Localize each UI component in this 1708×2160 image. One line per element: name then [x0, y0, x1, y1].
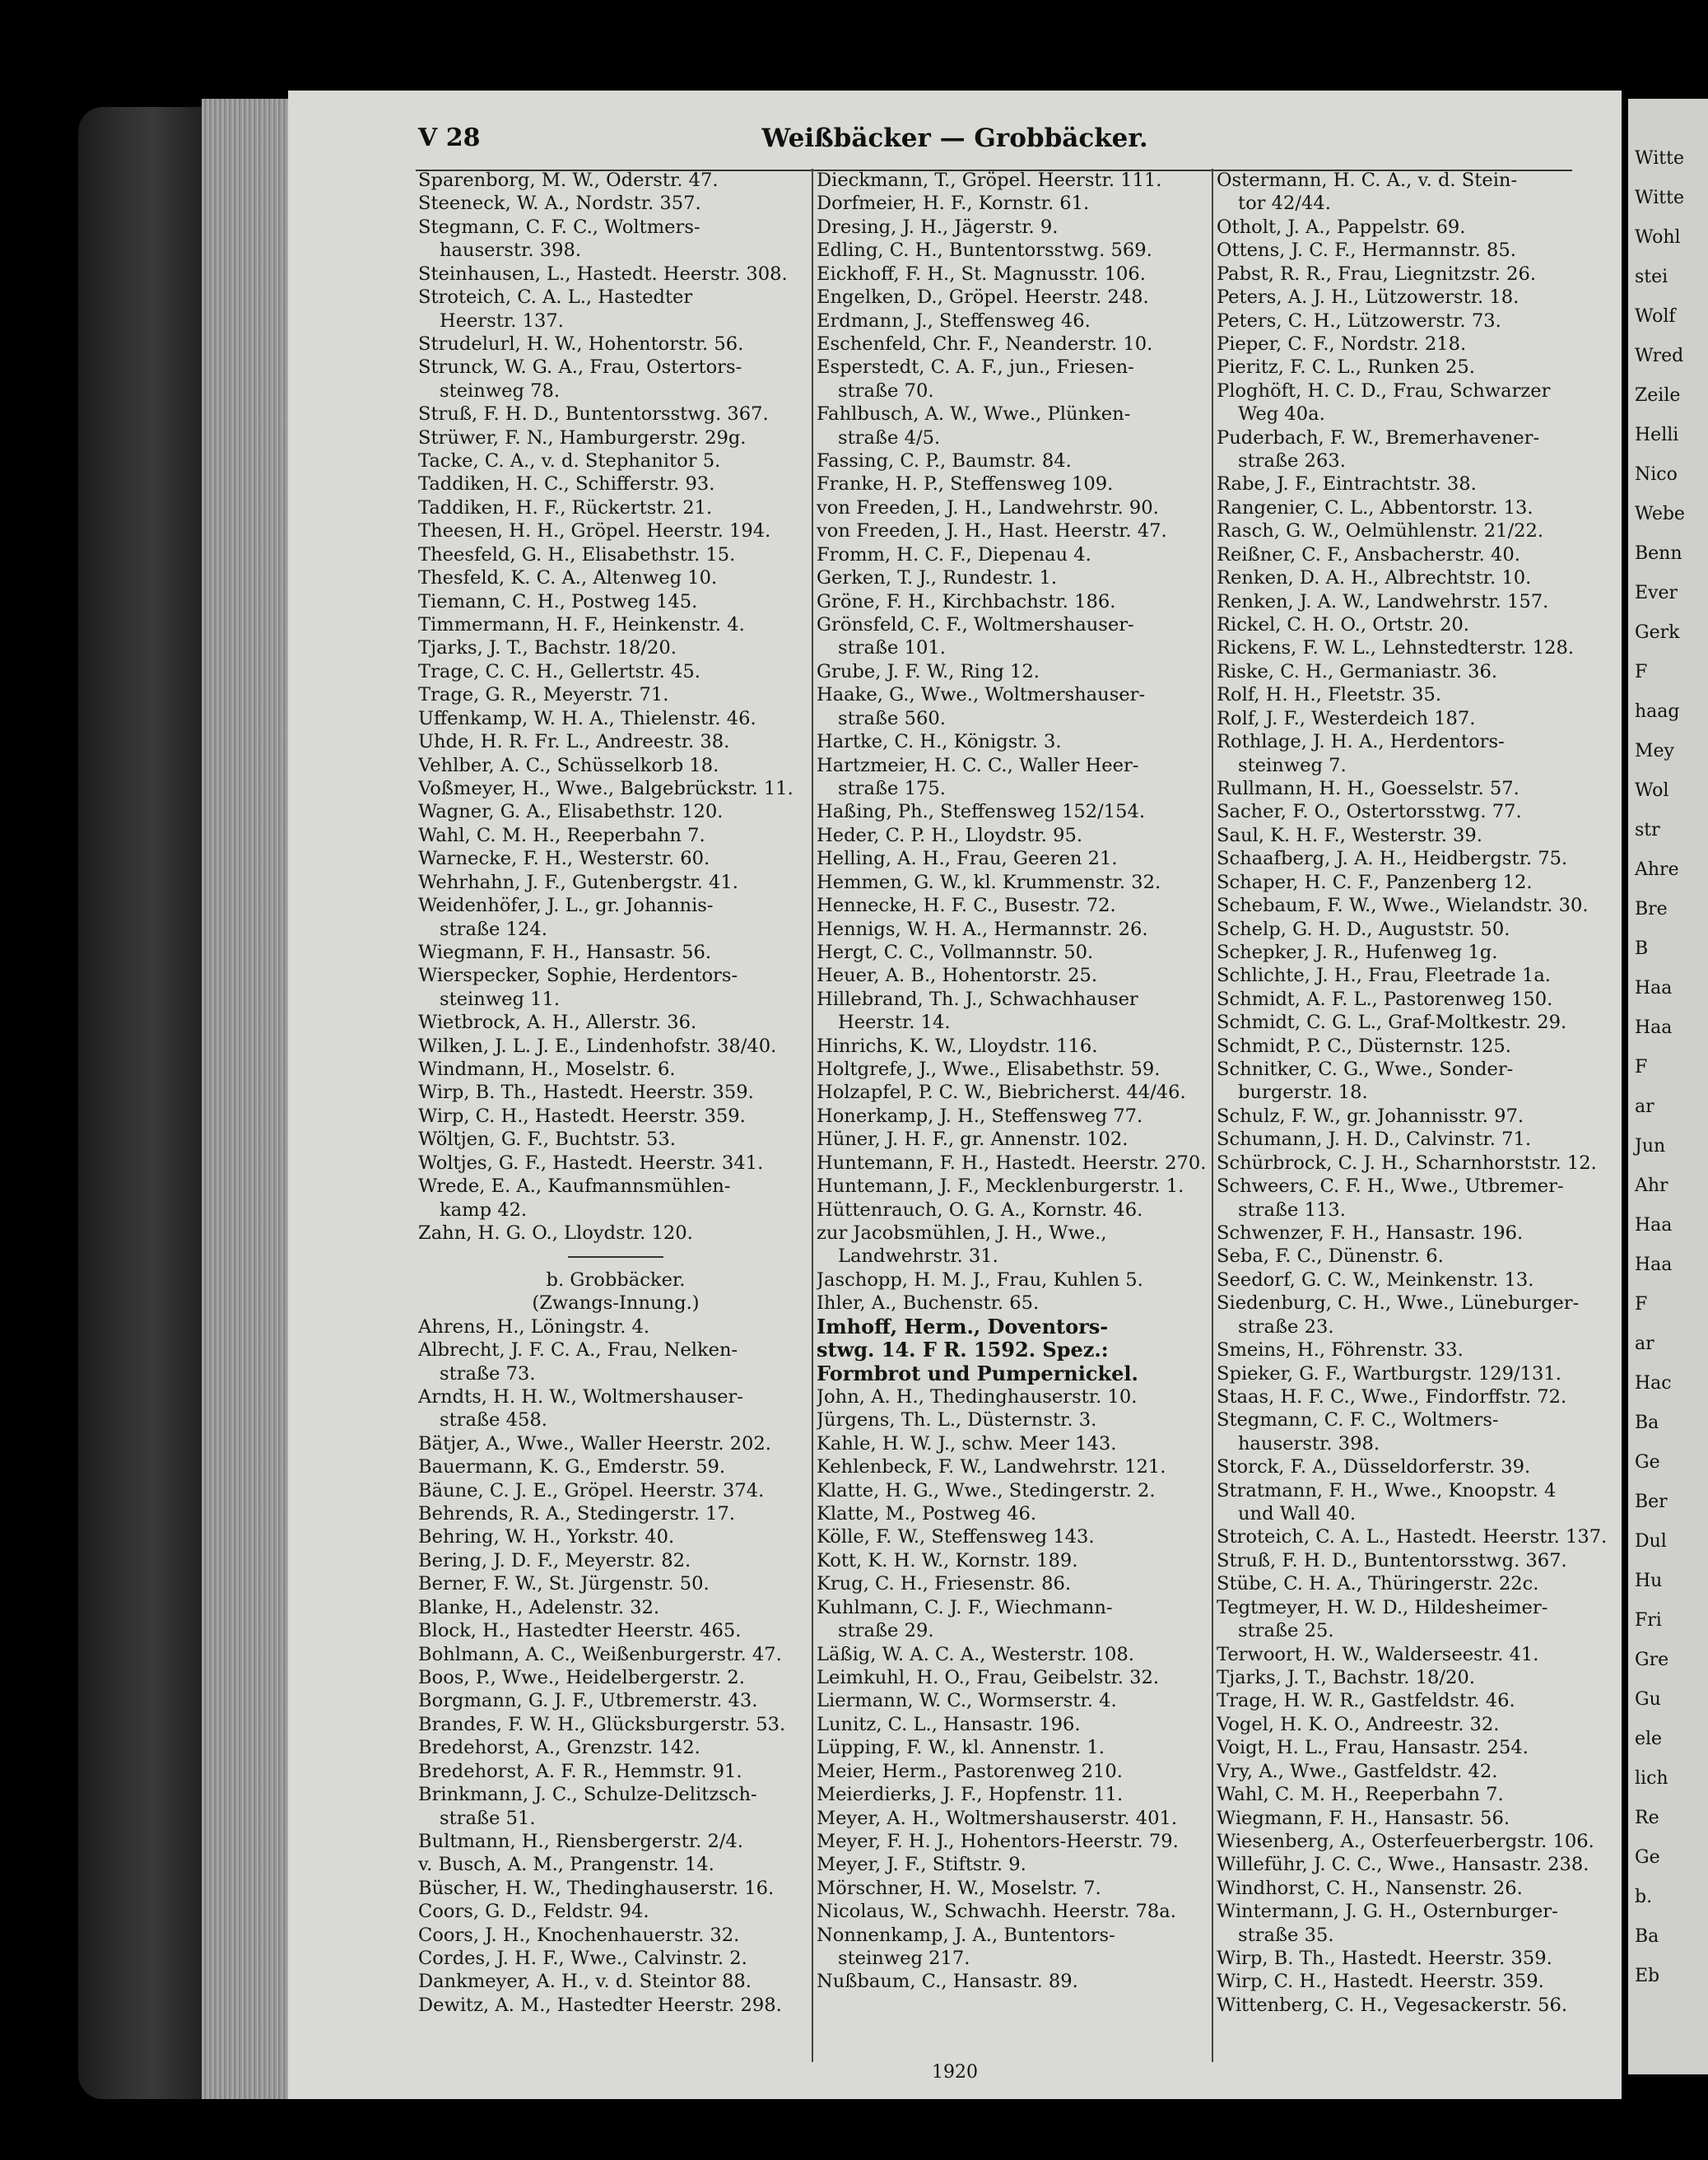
- directory-entry: Hinrichs, K. W., Lloydstr. 116.: [817, 1035, 1098, 1057]
- adjacent-page-text: F: [1635, 1057, 1648, 1078]
- directory-entry: Strudelurl, H. W., Hohentorstr. 56.: [418, 333, 744, 355]
- directory-entry: von Freeden, J. H., Landwehrstr. 90.: [817, 496, 1159, 519]
- directory-entry: Gröne, F. H., Kirchbachstr. 186.: [817, 590, 1116, 612]
- directory-entry: Bäune, C. J. E., Gröpel. Heerstr. 374.: [418, 1479, 765, 1501]
- directory-entry: Erdmann, J., Steffensweg 46.: [817, 310, 1091, 332]
- directory-entry: Brandes, F. W. H., Glücksburgerstr. 53.: [418, 1713, 786, 1735]
- directory-entry: Wehrhahn, J. F., Gutenbergstr. 41.: [418, 871, 738, 893]
- directory-entry: Otholt, J. A., Pappelstr. 69.: [1217, 216, 1466, 238]
- directory-entry: Steinhausen, L., Hastedt. Heerstr. 308.: [418, 263, 788, 285]
- directory-entry: Block, H., Hastedter Heerstr. 465.: [418, 1620, 742, 1642]
- directory-entry: Riske, C. H., Germaniastr. 36.: [1217, 660, 1498, 682]
- directory-entry: Behring, W. H., Yorkstr. 40.: [418, 1526, 675, 1548]
- directory-entry: (Zwangs-Innung.): [532, 1292, 700, 1315]
- directory-entry: straße 458.: [440, 1409, 547, 1431]
- adjacent-page-text: Witte: [1635, 188, 1684, 208]
- directory-entry: straße 25.: [1238, 1620, 1334, 1642]
- directory-entry: Dieckmann, T., Gröpel. Heerstr. 111.: [817, 170, 1162, 191]
- directory-entry: Uffenkamp, W. H. A., Thielenstr. 46.: [418, 707, 756, 729]
- directory-entry: Bultmann, H., Riensbergerstr. 2/4.: [418, 1830, 743, 1852]
- directory-entry: Rolf, H. H., Fleetstr. 35.: [1217, 684, 1442, 706]
- adjacent-page-text: Webe: [1635, 504, 1685, 524]
- directory-entry: Wiesenberg, A., Osterfeuerbergstr. 106.: [1217, 1830, 1594, 1852]
- directory-entry: Honerkamp, J. H., Steffensweg 77.: [817, 1105, 1143, 1127]
- directory-entry: Arndts, H. H. W., Woltmershauser-: [418, 1385, 743, 1408]
- directory-entry: Hennecke, H. F. C., Busestr. 72.: [817, 895, 1116, 917]
- adjacent-page-text: F: [1635, 1294, 1648, 1315]
- directory-entry: Kuhlmann, C. J. F., Wiechmann-: [817, 1596, 1113, 1618]
- adjacent-page-text: Haa: [1635, 1017, 1673, 1038]
- directory-entry: Schürbrock, C. J. H., Scharnhorststr. 12.: [1217, 1152, 1597, 1174]
- column-3: [1217, 169, 1612, 2017]
- directory-entry: Taddiken, H. F., Rückertstr. 21.: [418, 496, 713, 519]
- page-number: V 28: [418, 123, 481, 152]
- directory-entry: straße 35.: [1238, 1924, 1334, 1946]
- directory-entry: Bätjer, A., Wwe., Waller Heerstr. 202.: [418, 1432, 771, 1455]
- directory-entry: Helling, A. H., Frau, Geeren 21.: [817, 848, 1118, 870]
- directory-entry: Trage, G. R., Meyerstr. 71.: [418, 684, 669, 706]
- directory-entry: Formbrot und Pumpernickel.: [817, 1362, 1138, 1385]
- directory-entry: Boos, P., Wwe., Heidelbergerstr. 2.: [418, 1666, 745, 1688]
- directory-entry: Dewitz, A. M., Hastedter Heerstr. 298.: [418, 1994, 782, 2016]
- directory-entry: Rickens, F. W. L., Lehnstedterstr. 128.: [1217, 637, 1575, 659]
- directory-entry: Schebaum, F. W., Wwe., Wielandstr. 30.: [1217, 895, 1589, 917]
- directory-entry: Bauermann, K. G., Emderstr. 59.: [418, 1456, 726, 1478]
- directory-entry: Theesen, H. H., Gröpel. Heerstr. 194.: [418, 520, 771, 542]
- adjacent-page-text: Witte: [1635, 148, 1684, 169]
- directory-entry: hauserstr. 398.: [440, 240, 582, 262]
- directory-entry: Haake, G., Wwe., Woltmershauser-: [817, 684, 1146, 706]
- directory-entry: Imhoff, Herm., Doventors-: [817, 1315, 1109, 1338]
- directory-entry: Landwehrstr. 31.: [838, 1245, 998, 1268]
- directory-entry: Hüttenrauch, O. G. A., Kornstr. 46.: [817, 1199, 1143, 1221]
- adjacent-page-text: Hac: [1635, 1373, 1672, 1394]
- directory-entry: zur Jacobsmühlen, J. H., Wwe.,: [817, 1222, 1107, 1244]
- directory-entry: Sacher, F. O., Ostertorsstwg. 77.: [1217, 801, 1522, 823]
- directory-entry: Eschenfeld, Chr. F., Neanderstr. 10.: [817, 333, 1153, 355]
- directory-entry: Voigt, H. L., Frau, Hansastr. 254.: [1217, 1737, 1529, 1759]
- directory-entry: Nonnenkamp, J. A., Buntentors-: [817, 1924, 1115, 1946]
- directory-entry: Eickhoff, F. H., St. Magnusstr. 106.: [817, 263, 1146, 285]
- directory-entry: Renken, D. A. H., Albrechtstr. 10.: [1217, 567, 1532, 589]
- directory-entry: Ahrens, H., Löningstr. 4.: [418, 1315, 650, 1338]
- directory-entry: Hillebrand, Th. J., Schwachhauser: [817, 988, 1138, 1010]
- directory-entry: Vry, A., Wwe., Gastfeldstr. 42.: [1217, 1760, 1498, 1782]
- directory-entry: Wintermann, J. G. H., Osternburger-: [1217, 1901, 1558, 1923]
- directory-entry: Kölle, F. W., Steffensweg 143.: [817, 1526, 1095, 1548]
- adjacent-page-text: Helli: [1635, 425, 1679, 445]
- directory-entry: Schaper, H. C. F., Panzenberg 12.: [1217, 871, 1533, 893]
- adjacent-page-text: Eb: [1635, 1966, 1660, 1986]
- directory-entry: Stegmann, C. F. C., Woltmers-: [1217, 1409, 1499, 1431]
- directory-entry: Cordes, J. H. F., Wwe., Calvinstr. 2.: [418, 1948, 747, 1970]
- directory-entry: tor 42/44.: [1238, 193, 1331, 215]
- directory-entry: Kahle, H. W. J., schw. Meer 143.: [817, 1432, 1117, 1455]
- directory-entry: Krug, C. H., Friesenstr. 86.: [817, 1573, 1072, 1595]
- directory-entry: Stegmann, C. F. C., Woltmers-: [418, 216, 700, 238]
- directory-entry: Wirp, B. Th., Hastedt. Heerstr. 359.: [1217, 1948, 1552, 1970]
- directory-entry: Dankmeyer, A. H., v. d. Steintor 88.: [418, 1971, 752, 1993]
- directory-entry: b. Grobbäcker.: [546, 1269, 686, 1291]
- directory-entry: Steeneck, W. A., Nordstr. 357.: [418, 193, 701, 215]
- directory-entry: Huntemann, J. F., Mecklenburgerstr. 1.: [817, 1175, 1184, 1198]
- directory-entry: Klatte, H. G., Wwe., Stedingerstr. 2.: [817, 1479, 1156, 1501]
- directory-entry: Rullmann, H. H., Goesselstr. 57.: [1217, 777, 1520, 799]
- directory-entry: Wiegmann, F. H., Hansastr. 56.: [418, 941, 712, 963]
- directory-entry: Holtgrefe, J., Wwe., Elisabethstr. 59.: [817, 1059, 1161, 1081]
- directory-entry: Kott, K. H. W., Kornstr. 189.: [817, 1549, 1078, 1571]
- directory-entry: Wilken, J. L. J. E., Lindenhofstr. 38/40.: [418, 1035, 777, 1057]
- directory-entry: straße 101.: [838, 637, 946, 659]
- directory-entry: von Freeden, J. H., Hast. Heerstr. 47.: [817, 520, 1167, 542]
- adjacent-page-text: ele: [1635, 1729, 1663, 1749]
- directory-entry: Wirp, B. Th., Hastedt. Heerstr. 359.: [418, 1082, 754, 1104]
- directory-entry: Coors, G. D., Feldstr. 94.: [418, 1901, 649, 1923]
- directory-entry: Hartzmeier, H. C. C., Waller Heer-: [817, 754, 1139, 776]
- directory-entry: Seedorf, G. C. W., Meinkenstr. 13.: [1217, 1269, 1534, 1291]
- directory-entry: Stroteich, C. A. L., Hastedt. Heerstr. 137.: [1217, 1526, 1608, 1548]
- directory-entry: Bredehorst, A., Grenzstr. 142.: [418, 1737, 700, 1759]
- directory-entry: Jaschopp, H. M. J., Frau, Kuhlen 5.: [817, 1269, 1143, 1291]
- directory-entry: Pabst, R. R., Frau, Liegnitzstr. 26.: [1217, 263, 1537, 285]
- directory-entry: v. Busch, A. M., Prangenstr. 14.: [418, 1854, 714, 1876]
- adjacent-page-text: Benn: [1635, 543, 1682, 564]
- directory-entry: Ihler, A., Buchenstr. 65.: [817, 1292, 1040, 1315]
- directory-entry: Puderbach, F. W., Bremerhavener-: [1217, 426, 1540, 449]
- directory-entry: Lüpping, F. W., kl. Annenstr. 1.: [817, 1737, 1105, 1759]
- adjacent-page-text: Gu: [1635, 1689, 1661, 1710]
- adjacent-page-text: Wohl: [1635, 227, 1681, 248]
- directory-entry: Pieritz, F. C. L., Runken 25.: [1217, 356, 1475, 379]
- directory-entry: straße 560.: [838, 707, 946, 729]
- directory-entry: Wiegmann, F. H., Hansastr. 56.: [1217, 1807, 1510, 1829]
- adjacent-page-text: Wol: [1635, 780, 1669, 801]
- directory-entry: Meyer, J. F., Stiftstr. 9.: [817, 1854, 1026, 1876]
- directory-entry: Leimkuhl, H. O., Frau, Geibelstr. 32.: [817, 1667, 1160, 1688]
- directory-entry: Taddiken, H. C., Schifferstr. 93.: [418, 473, 715, 496]
- directory-entry: Lunitz, C. L., Hansastr. 196.: [817, 1713, 1081, 1735]
- directory-entry: Heerstr. 137.: [440, 310, 564, 332]
- directory-entry: straße 113.: [1238, 1199, 1346, 1221]
- directory-entry: Bohlmann, A. C., Weißenburgerstr. 47.: [418, 1643, 782, 1665]
- adjacent-page-text: Re: [1635, 1808, 1659, 1828]
- directory-entry: Tacke, C. A., v. d. Stephanitor 5.: [418, 450, 721, 472]
- adjacent-page-text: Haa: [1635, 978, 1673, 999]
- directory-entry: Warnecke, F. H., Westerstr. 60.: [418, 848, 710, 870]
- directory-entry: Kehlenbeck, F. W., Landwehrstr. 121.: [817, 1456, 1166, 1478]
- directory-entry: Spieker, G. F., Wartburgstr. 129/131.: [1217, 1362, 1561, 1385]
- adjacent-page-text: Mey: [1635, 741, 1674, 761]
- directory-entry: Peters, C. H., Lützowerstr. 73.: [1217, 310, 1501, 332]
- adjacent-page-text: Jun: [1635, 1136, 1666, 1157]
- directory-entry: steinweg 78.: [440, 379, 561, 402]
- directory-entry: Wirp, C. H., Hastedt. Heerstr. 359.: [418, 1105, 746, 1127]
- directory-entry: Nicolaus, W., Schwachh. Heerstr. 78a.: [817, 1901, 1176, 1923]
- directory-entry: Siedenburg, C. H., Wwe., Lüneburger-: [1217, 1292, 1580, 1315]
- adjacent-page-text: Wred: [1635, 346, 1684, 366]
- adjacent-page-text: ar: [1635, 1096, 1654, 1117]
- directory-entry: straße 124.: [440, 918, 547, 940]
- directory-entry: straße 23.: [1238, 1315, 1334, 1338]
- directory-entry: Hüner, J. H. F., gr. Annenstr. 102.: [817, 1129, 1129, 1151]
- directory-entry: steinweg 217.: [838, 1948, 970, 1970]
- directory-entry: Wittenberg, C. H., Vegesackerstr. 56.: [1217, 1994, 1568, 2016]
- directory-entry: steinweg 11.: [440, 988, 561, 1010]
- directory-entry: Uhde, H. R. Fr. L., Andreestr. 38.: [418, 731, 730, 753]
- adjacent-page-text: Hu: [1635, 1571, 1663, 1591]
- adjacent-page-text: Ahre: [1635, 859, 1679, 880]
- directory-entry: Läßig, W. A. C. A., Westerstr. 108.: [817, 1643, 1134, 1665]
- adjacent-page-text: Gerk: [1635, 622, 1680, 643]
- directory-entry: Heerstr. 14.: [838, 1012, 951, 1034]
- directory-entry: Vehlber, A. C., Schüsselkorb 18.: [418, 754, 719, 776]
- directory-entry: Wahl, C. M. H., Reeperbahn 7.: [1217, 1784, 1504, 1806]
- adjacent-page-text: Ever: [1635, 583, 1678, 603]
- directory-page: [288, 91, 1622, 2099]
- directory-entry: kamp 42.: [440, 1199, 528, 1221]
- directory-entry: Wierspecker, Sophie, Herdentors-: [418, 965, 738, 987]
- directory-entry: Wirp, C. H., Hastedt. Heerstr. 359.: [1217, 1971, 1544, 1993]
- directory-entry: Terwoort, H. W., Walderseestr. 41.: [1217, 1643, 1539, 1665]
- adjacent-page-text: str: [1635, 820, 1660, 840]
- directory-entry: straße 175.: [838, 777, 946, 799]
- directory-entry: straße 29.: [838, 1620, 934, 1642]
- adjacent-page-text: haag: [1635, 701, 1680, 722]
- adjacent-page-text: Fri: [1635, 1610, 1662, 1631]
- section-separator: [418, 1245, 813, 1268]
- adjacent-page-text: Bre: [1635, 899, 1668, 919]
- directory-entry: Wöltjen, G. F., Buchtstr. 53.: [418, 1129, 676, 1151]
- page-edges: [202, 99, 288, 2099]
- directory-entry: Tjarks, J. T., Bachstr. 18/20.: [418, 637, 677, 659]
- directory-entry: Vogel, H. K. O., Andreestr. 32.: [1217, 1713, 1500, 1735]
- directory-entry: Ostermann, H. C. A., v. d. Stein-: [1217, 170, 1518, 191]
- adjacent-page-text: Wolf: [1635, 306, 1676, 327]
- directory-entry: Bering, J. D. F., Meyerstr. 82.: [418, 1549, 691, 1571]
- directory-entry: Fahlbusch, A. W., Wwe., Plünken-: [817, 403, 1131, 426]
- directory-entry: Engelken, D., Gröpel. Heerstr. 248.: [817, 286, 1149, 309]
- adjacent-page-text: b.: [1635, 1887, 1653, 1907]
- directory-entry: straße 4/5.: [838, 426, 941, 449]
- directory-entry: und Wall 40.: [1238, 1503, 1357, 1525]
- directory-entry: John, A. H., Thedinghauserstr. 10.: [817, 1385, 1138, 1408]
- directory-entry: Theesfeld, G. H., Elisabethstr. 15.: [418, 543, 736, 566]
- directory-entry: Trage, H. W. R., Gastfeldstr. 46.: [1217, 1690, 1515, 1712]
- directory-entry: Grönsfeld, C. F., Woltmershauser-: [817, 614, 1134, 636]
- directory-entry: Meyer, A. H., Woltmershauserstr. 401.: [817, 1807, 1178, 1829]
- directory-entry: Mörschner, H. W., Moselstr. 7.: [817, 1877, 1101, 1899]
- directory-entry: Schumann, J. H. D., Calvinstr. 71.: [1217, 1129, 1531, 1151]
- directory-entry: Heder, C. P. H., Lloydstr. 95.: [817, 824, 1083, 846]
- running-head: Weißbäcker — Grobbäcker.: [761, 123, 1148, 153]
- directory-entry: Wietbrock, A. H., Allerstr. 36.: [418, 1012, 697, 1034]
- adjacent-page-text: Ba: [1635, 1413, 1659, 1433]
- directory-entry: Meier, Herm., Pastorenweg 210.: [817, 1760, 1123, 1782]
- directory-entry: Ploghöft, H. C. D., Frau, Schwarzer: [1217, 379, 1551, 402]
- directory-entry: Schwenzer, F. H., Hansastr. 196.: [1217, 1222, 1524, 1244]
- directory-entry: Jürgens, Th. L., Düsternstr. 3.: [817, 1409, 1097, 1431]
- adjacent-page-text: lich: [1635, 1768, 1668, 1789]
- directory-entry: Seba, F. C., Dünenstr. 6.: [1217, 1245, 1444, 1268]
- adjacent-page-text: Ge: [1635, 1847, 1660, 1868]
- directory-entry: Strüwer, F. N., Hamburgerstr. 29g.: [418, 426, 747, 449]
- directory-entry: Schaafberg, J. A. H., Heidbergstr. 75.: [1217, 848, 1568, 870]
- adjacent-page-text: Nico: [1635, 464, 1678, 485]
- directory-entry: Borgmann, G. J. F., Utbremerstr. 43.: [418, 1690, 758, 1712]
- directory-entry: Dorfmeier, H. F., Kornstr. 61.: [817, 193, 1090, 215]
- directory-entry: Schulz, F. W., gr. Johannisstr. 97.: [1217, 1105, 1524, 1127]
- adjacent-page-text: Haa: [1635, 1255, 1673, 1275]
- page-header: [288, 115, 1622, 165]
- directory-entry: Nußbaum, C., Hansastr. 89.: [817, 1971, 1078, 1993]
- directory-entry: Stratmann, F. H., Wwe., Knoopstr. 4: [1217, 1479, 1557, 1501]
- adjacent-page-text: stei: [1635, 267, 1668, 287]
- directory-entry: Grube, J. F. W., Ring 12.: [817, 660, 1040, 682]
- directory-entry: Reißner, C. F., Ansbacherstr. 40.: [1217, 543, 1520, 566]
- directory-entry: Meyer, F. H. J., Hohentors-Heerstr. 79.: [817, 1830, 1179, 1852]
- directory-entry: Huntemann, F. H., Hastedt. Heerstr. 270.: [817, 1152, 1207, 1174]
- directory-entry: Fassing, C. P., Baumstr. 84.: [817, 450, 1072, 472]
- directory-entry: Zahn, H. G. O., Lloydstr. 120.: [418, 1222, 693, 1244]
- directory-entry: Hemmen, G. W., kl. Krummenstr. 32.: [817, 871, 1161, 893]
- directory-entry: Tiemann, C. H., Postweg 145.: [418, 590, 698, 612]
- directory-entry: Stübe, C. H. A., Thüringerstr. 22c.: [1217, 1573, 1539, 1595]
- directory-entry: Smeins, H., Föhrenstr. 33.: [1217, 1339, 1464, 1362]
- directory-entry: Büscher, H. W., Thedinghauserstr. 16.: [418, 1877, 775, 1899]
- directory-entry: Schlichte, J. H., Frau, Fleetrade 1a.: [1217, 965, 1551, 987]
- column-1: [418, 169, 813, 2017]
- directory-entry: Klatte, M., Postweg 46.: [817, 1503, 1036, 1525]
- directory-entry: Blanke, H., Adelenstr. 32.: [418, 1596, 660, 1618]
- adjacent-page-text: Ge: [1635, 1452, 1660, 1473]
- directory-entry: Struß, F. H. D., Buntentorsstwg. 367.: [418, 403, 769, 426]
- directory-entry: steinweg 7.: [1238, 754, 1347, 776]
- directory-entry: Rickel, C. H. O., Ortstr. 20.: [1217, 614, 1469, 636]
- adjacent-page-text: Gre: [1635, 1650, 1669, 1670]
- directory-entry: Weg 40a.: [1238, 403, 1325, 426]
- directory-entry: Fromm, H. C. F., Diepenau 4.: [817, 543, 1091, 566]
- directory-entry: Schepker, J. R., Hufenweg 1g.: [1217, 941, 1498, 963]
- directory-entry: Meierdierks, J. F., Hopfenstr. 11.: [817, 1784, 1124, 1806]
- directory-entry: Schnitker, C. G., Wwe., Sonder-: [1217, 1059, 1514, 1081]
- directory-entry: Hennigs, W. H. A., Hermannstr. 26.: [817, 918, 1148, 940]
- directory-entry: Voßmeyer, H., Wwe., Balgebrückstr. 11.: [418, 777, 793, 799]
- directory-entry: Liermann, W. C., Wormserstr. 4.: [817, 1690, 1117, 1712]
- directory-entry: Berner, F. W., St. Jürgenstr. 50.: [418, 1573, 710, 1595]
- directory-entry: Tegtmeyer, H. W. D., Hildesheimer-: [1217, 1596, 1548, 1618]
- directory-entry: Hartke, C. H., Königstr. 3.: [817, 731, 1062, 753]
- directory-entry: straße 263.: [1238, 450, 1346, 472]
- directory-entry: Pieper, C. F., Nordstr. 218.: [1217, 333, 1467, 355]
- adjacent-page-text: Ba: [1635, 1926, 1659, 1947]
- directory-entry: Renken, J. A. W., Landwehrstr. 157.: [1217, 590, 1549, 612]
- directory-entry: straße 73.: [440, 1362, 536, 1385]
- directory-entry: Coors, J. H., Knochenhauerstr. 32.: [418, 1924, 740, 1946]
- directory-entry: Edling, C. H., Buntentorsstwg. 569.: [817, 240, 1152, 262]
- adjacent-page-text: Dul: [1635, 1531, 1667, 1552]
- directory-entry: Windhorst, C. H., Nansenstr. 26.: [1217, 1877, 1523, 1899]
- directory-entry: Schmidt, C. G. L., Graf-Moltkestr. 29.: [1217, 1012, 1567, 1034]
- directory-entry: Wahl, C. M. H., Reeperbahn 7.: [418, 824, 705, 846]
- directory-entry: Schelp, G. H. D., Auguststr. 50.: [1217, 918, 1510, 940]
- directory-entry: Schmidt, A. F. L., Pastorenweg 150.: [1217, 988, 1553, 1010]
- directory-entry: Tjarks, J. T., Bachstr. 18/20.: [1217, 1667, 1475, 1688]
- directory-entry: hauserstr. 398.: [1238, 1432, 1380, 1455]
- adjacent-page-text: B: [1635, 938, 1649, 959]
- directory-entry: Albrecht, J. F. C. A., Frau, Nelken-: [418, 1339, 738, 1362]
- directory-entry: Gerken, T. J., Rundestr. 1.: [817, 567, 1058, 589]
- directory-entry: Thesfeld, K. C. A., Altenweg 10.: [418, 567, 718, 589]
- directory-entry: Rothlage, J. H. A., Herdentors-: [1217, 731, 1505, 753]
- page-footer-year: 1920: [932, 2062, 978, 2083]
- directory-entry: Rangenier, C. L., Abbentorstr. 13.: [1217, 496, 1533, 519]
- directory-entry: Sparenborg, M. W., Oderstr. 47.: [418, 170, 719, 191]
- directory-entry: Franke, H. P., Steffensweg 109.: [817, 473, 1114, 496]
- directory-entry: straße 51.: [440, 1807, 536, 1829]
- directory-entry: Windmann, H., Moselstr. 6.: [418, 1059, 676, 1081]
- directory-entry: Dresing, J. H., Jägerstr. 9.: [817, 216, 1059, 238]
- directory-entry: Holzapfel, P. C. W., Biebricherst. 44/46.: [817, 1082, 1186, 1104]
- adjacent-page-text: ar: [1635, 1334, 1654, 1354]
- book-spine: [78, 107, 202, 2099]
- adjacent-page-text: Ber: [1635, 1492, 1668, 1512]
- adjacent-page-text: F: [1635, 662, 1648, 682]
- directory-entry: Saul, K. H. F., Westerstr. 39.: [1217, 824, 1482, 846]
- directory-entry: Schweers, C. F. H., Wwe., Utbremer-: [1217, 1175, 1564, 1198]
- directory-entry: Peters, A. J. H., Lützowerstr. 18.: [1217, 286, 1520, 309]
- directory-entry: Timmermann, H. F., Heinkenstr. 4.: [418, 614, 745, 636]
- directory-entry: Haßing, Ph., Steffensweg 152/154.: [817, 801, 1146, 823]
- directory-entry: Willeführ, J. C. C., Wwe., Hansastr. 238.: [1217, 1854, 1589, 1876]
- directory-entry: Trage, C. C. H., Gellertstr. 45.: [418, 660, 700, 682]
- column-divider: [1212, 169, 1213, 2062]
- directory-entry: Staas, H. F. C., Wwe., Findorffstr. 72.: [1217, 1385, 1567, 1408]
- directory-entry: Ottens, J. C. F., Hermannstr. 85.: [1217, 240, 1516, 262]
- directory-entry: Hergt, C. C., Vollmannstr. 50.: [817, 941, 1094, 963]
- directory-entry: Esperstedt, C. A. F., jun., Friesen-: [817, 356, 1134, 379]
- directory-entry: Heuer, A. B., Hohentorstr. 25.: [817, 965, 1098, 987]
- directory-entry: Struß, F. H. D., Buntentorsstwg. 367.: [1217, 1549, 1567, 1571]
- directory-entry: Strunck, W. G. A., Frau, Ostertors-: [418, 356, 742, 379]
- directory-entry: Weidenhöfer, J. L., gr. Johannis-: [418, 895, 714, 917]
- directory-entry: Bredehorst, A. F. R., Hemmstr. 91.: [418, 1760, 742, 1782]
- directory-entry: Wagner, G. A., Elisabethstr. 120.: [418, 801, 724, 823]
- adjacent-page-text: Zeile: [1635, 385, 1681, 406]
- directory-entry: Schmidt, P. C., Düsternstr. 125.: [1217, 1035, 1511, 1057]
- column-2: [817, 169, 1212, 1994]
- directory-entry: Rasch, G. W., Oelmühlenstr. 21/22.: [1217, 520, 1544, 542]
- adjacent-page-text: Haa: [1635, 1215, 1673, 1236]
- directory-entry: Woltjes, G. F., Hastedt. Heerstr. 341.: [418, 1152, 764, 1174]
- directory-entry: Storck, F. A., Düsseldorferstr. 39.: [1217, 1456, 1531, 1478]
- directory-entry: Wrede, E. A., Kaufmannsmühlen-: [418, 1175, 731, 1198]
- directory-entry: Behrends, R. A., Stedingerstr. 17.: [418, 1503, 735, 1525]
- directory-entry: stwg. 14. F R. 1592. Spez.:: [817, 1338, 1109, 1362]
- directory-entry: Brinkmann, J. C., Schulze-Delitzsch-: [418, 1784, 757, 1806]
- directory-entry: Rolf, J. F., Westerdeich 187.: [1217, 707, 1476, 729]
- directory-entry: straße 70.: [838, 379, 934, 402]
- directory-entry: burgerstr. 18.: [1238, 1082, 1368, 1104]
- directory-entry: Rabe, J. F., Eintrachtstr. 38.: [1217, 473, 1477, 496]
- directory-entry: Stroteich, C. A. L., Hastedter: [418, 286, 693, 309]
- adjacent-page-text: Ahr: [1635, 1175, 1668, 1196]
- adjacent-page-fragment: [1628, 99, 1708, 2074]
